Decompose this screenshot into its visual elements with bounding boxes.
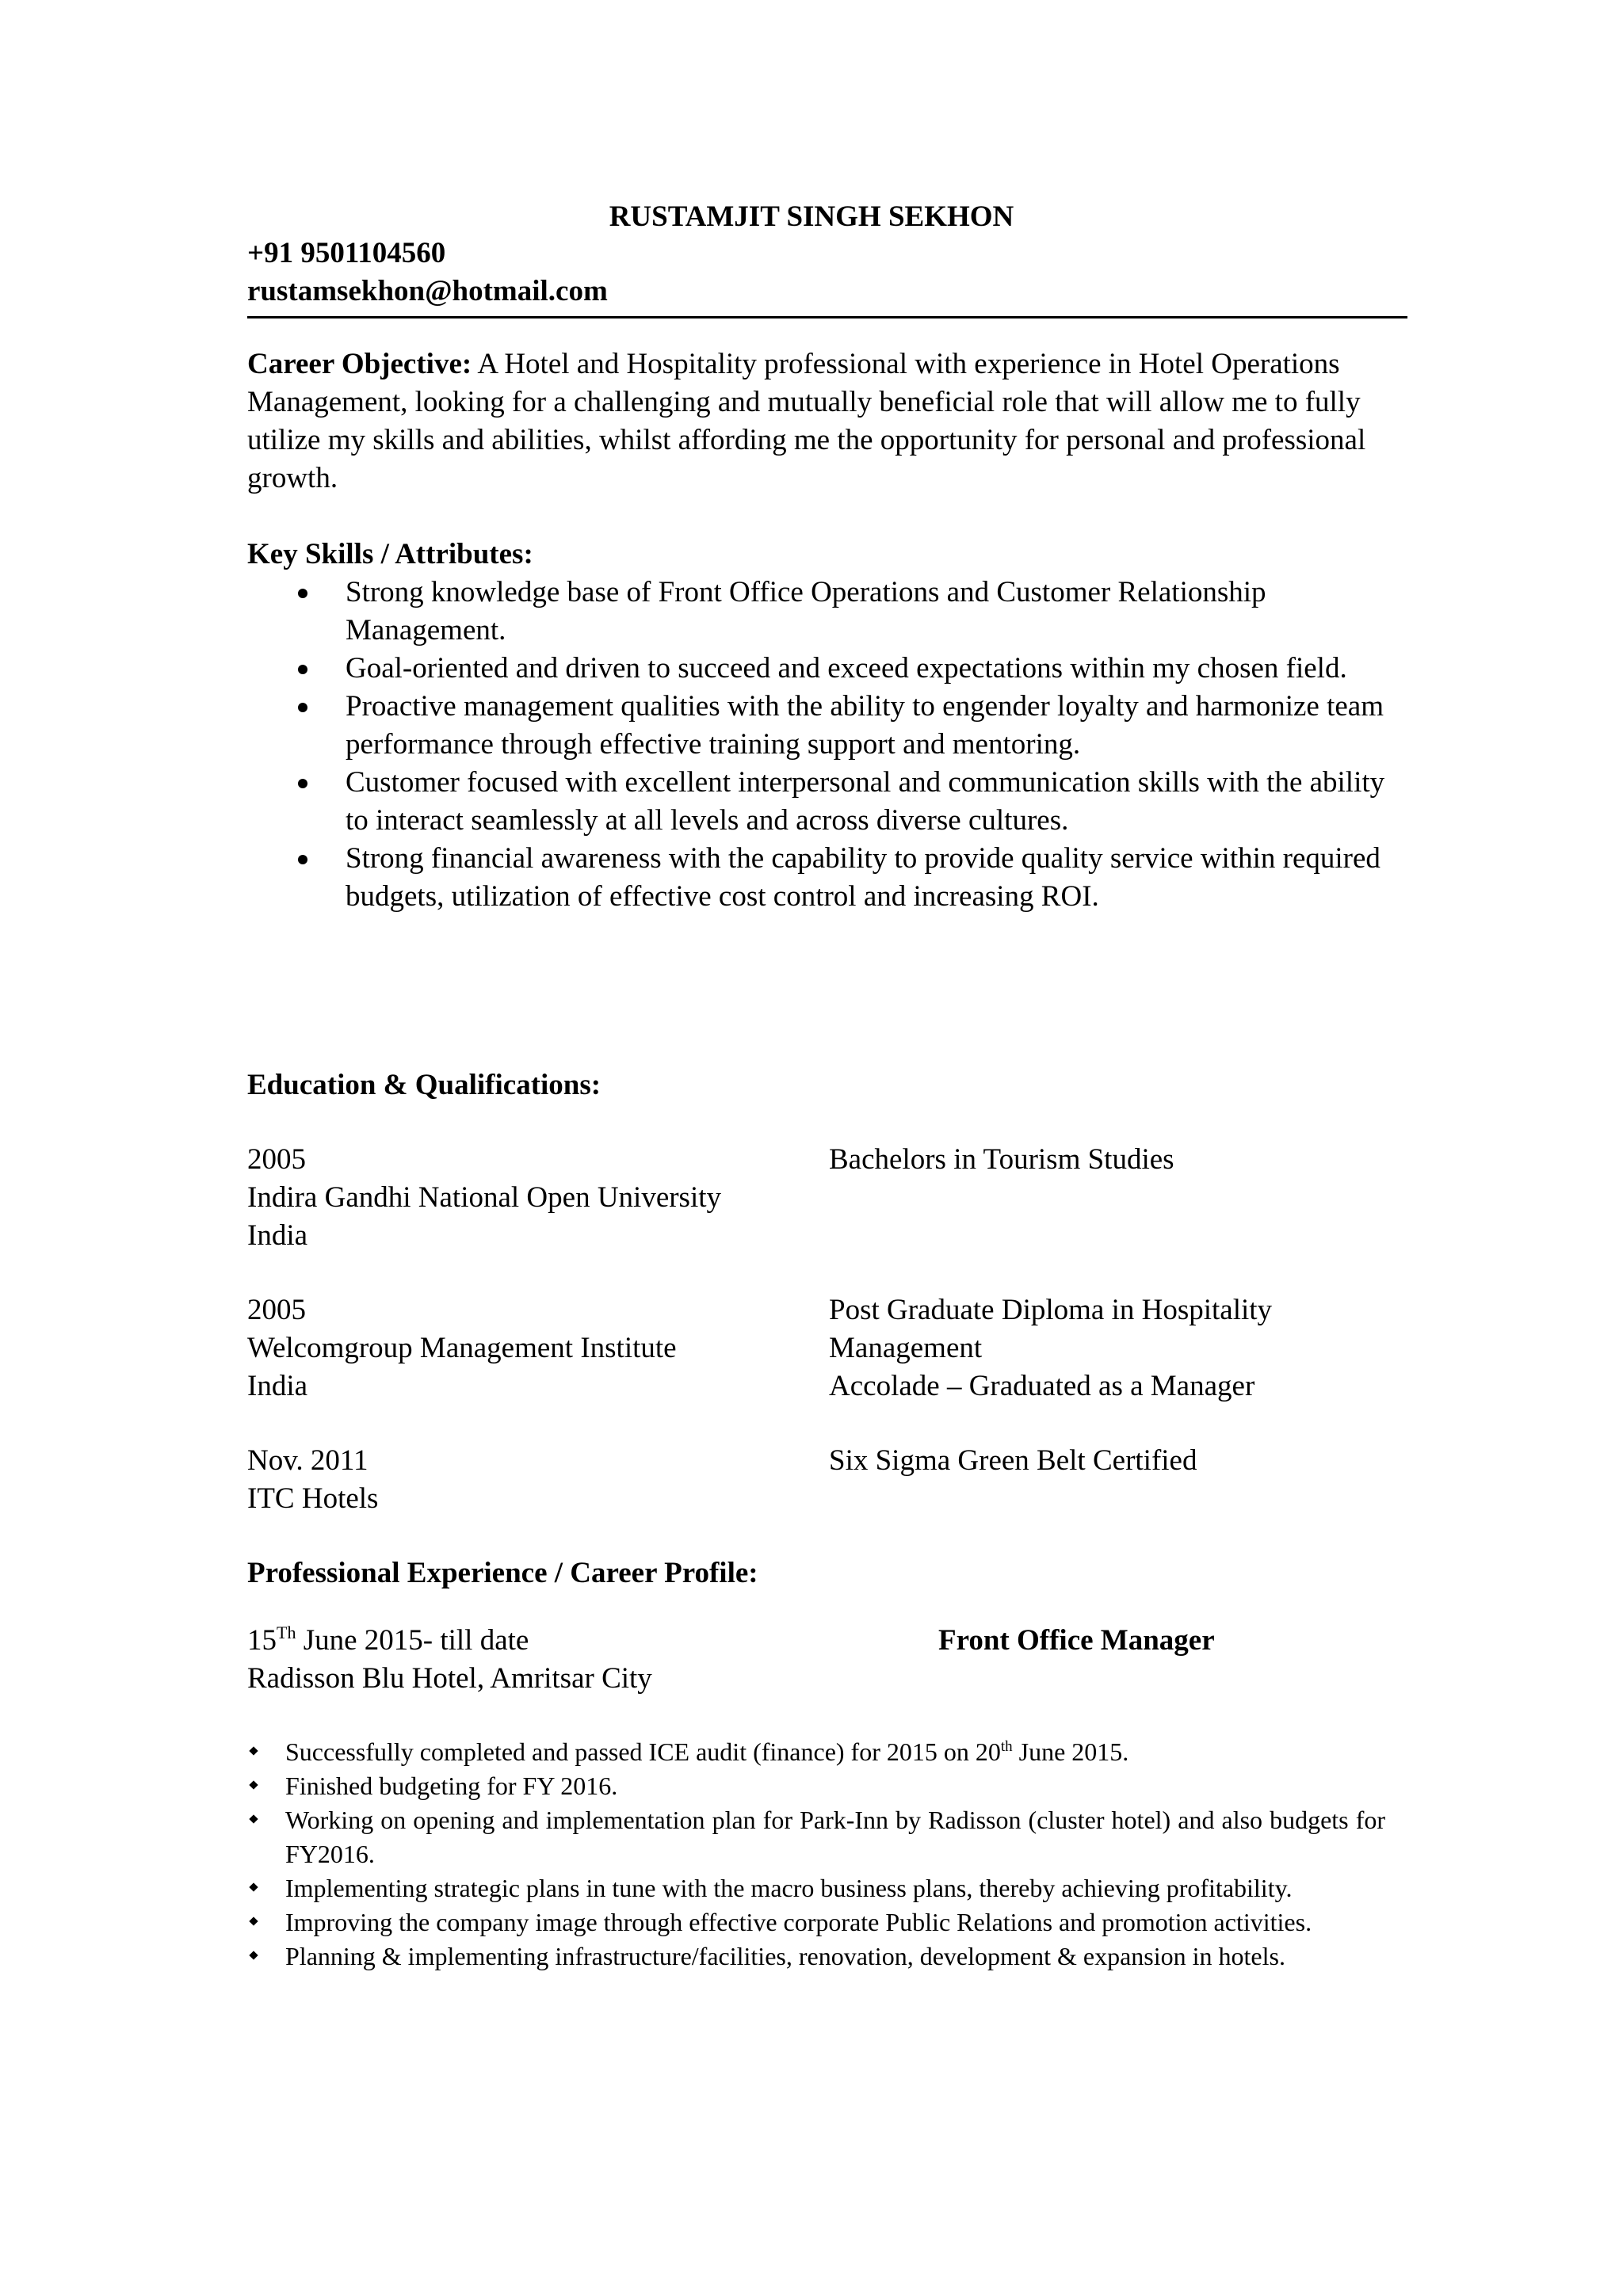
skills-heading: Key Skills / Attributes: [247,538,533,570]
duty-item: Implementing strategic plans in tune with the macro business plans, thereby achieving profitability. [247,1871,1385,1905]
education-qualification: Post Graduate Diploma in Hospitality Management [829,1294,1273,1364]
duty-item: Finished budgeting for FY 2016. [247,1769,1385,1803]
bullet-icon [298,589,307,598]
job-title: Front Office Manager [938,1624,1215,1657]
education-note: Accolade – Graduated as a Manager [829,1370,1255,1402]
diamond-bullet-icon [249,1917,258,1925]
duty-item: Successfully completed and passed ICE audit (finance) for 2015 on 20th June 2015. [247,1735,1385,1769]
education-country: India [247,1370,308,1402]
diamond-bullet-icon [249,1814,258,1823]
bullet-icon [298,703,307,712]
header-divider [247,316,1407,318]
education-heading: Education & Qualifications: [247,1069,601,1101]
job-employer: Radisson Blu Hotel, Amritsar City [247,1662,652,1695]
phone-number: +91 9501104560 [247,237,446,269]
diamond-bullet-icon [249,1780,258,1789]
education-institution: Welcomgroup Management Institute [247,1332,677,1364]
contact-block [247,235,608,311]
bullet-icon [298,665,307,674]
skill-item: Goal-oriented and driven to succeed and exceed expectations within my chosen field. [247,650,1407,688]
skill-item: Customer focused with excellent interpersonal and communication skills with the ability to interact seamlessly at all levels and across diverse cultures. [247,764,1407,840]
duty-item: Working on opening and implementation plan for Park-Inn by Radisson (cluster hotel) and also budgets for FY2016. [247,1803,1385,1871]
objective-label: Career Objective: [247,348,472,380]
job-details [247,1622,652,1698]
education-entry-1-left [247,1141,818,1255]
education-country: India [247,1219,308,1252]
bullet-icon [298,855,307,864]
education-entry-2-right [829,1291,1431,1405]
candidate-name: RUSTAMJIT SINGH SEKHON [609,200,1014,233]
education-year: Nov. 2011 [247,1444,369,1477]
bullet-icon [298,779,307,788]
education-qualification: Bachelors in Tourism Studies [829,1143,1174,1176]
education-entry-3-left [247,1442,818,1518]
education-entry-2-left [247,1291,818,1405]
education-entry-1-right [829,1141,1431,1179]
education-year: 2005 [247,1294,306,1326]
email-address: rustamsekhon@hotmail.com [247,275,608,307]
skills-list [247,574,1407,916]
skill-item: Strong financial awareness with the capability to provide quality service within required budgets, utilization of effective cost control and increasing ROI. [247,840,1407,916]
job-dates: 15Th June 2015- till date [247,1623,529,1657]
duty-item: Planning & implementing infrastructure/facilities, renovation, development & expansion in hotels. [247,1939,1385,1974]
education-year: 2005 [247,1143,306,1176]
diamond-bullet-icon [249,1746,258,1755]
education-qualification: Six Sigma Green Belt Certified [829,1444,1197,1477]
job-duties-list [247,1735,1385,1974]
objective-text: A Hotel and Hospitality professional with experience in Hotel Operations Management, looking for a challenging and mutually beneficial role that will allow me to fully utilize my skills and abilities, whilst affording me the opportunity for personal and professional growth. [247,348,1366,494]
education-institution: ITC Hotels [247,1482,379,1515]
diamond-bullet-icon [249,1951,258,1959]
education-entry-3-right [829,1442,1431,1480]
diamond-bullet-icon [249,1882,258,1891]
experience-heading: Professional Experience / Career Profile: [247,1557,758,1589]
skill-item: Proactive management qualities with the ability to engender loyalty and harmonize team performance through effective training support and mentoring. [247,688,1407,764]
career-objective [247,345,1407,498]
duty-item: Improving the company image through effective corporate Public Relations and promotion activities. [247,1905,1385,1939]
education-institution: Indira Gandhi National Open University [247,1181,722,1214]
skill-item: Strong knowledge base of Front Office Operations and Customer Relationship Management. [247,574,1407,650]
